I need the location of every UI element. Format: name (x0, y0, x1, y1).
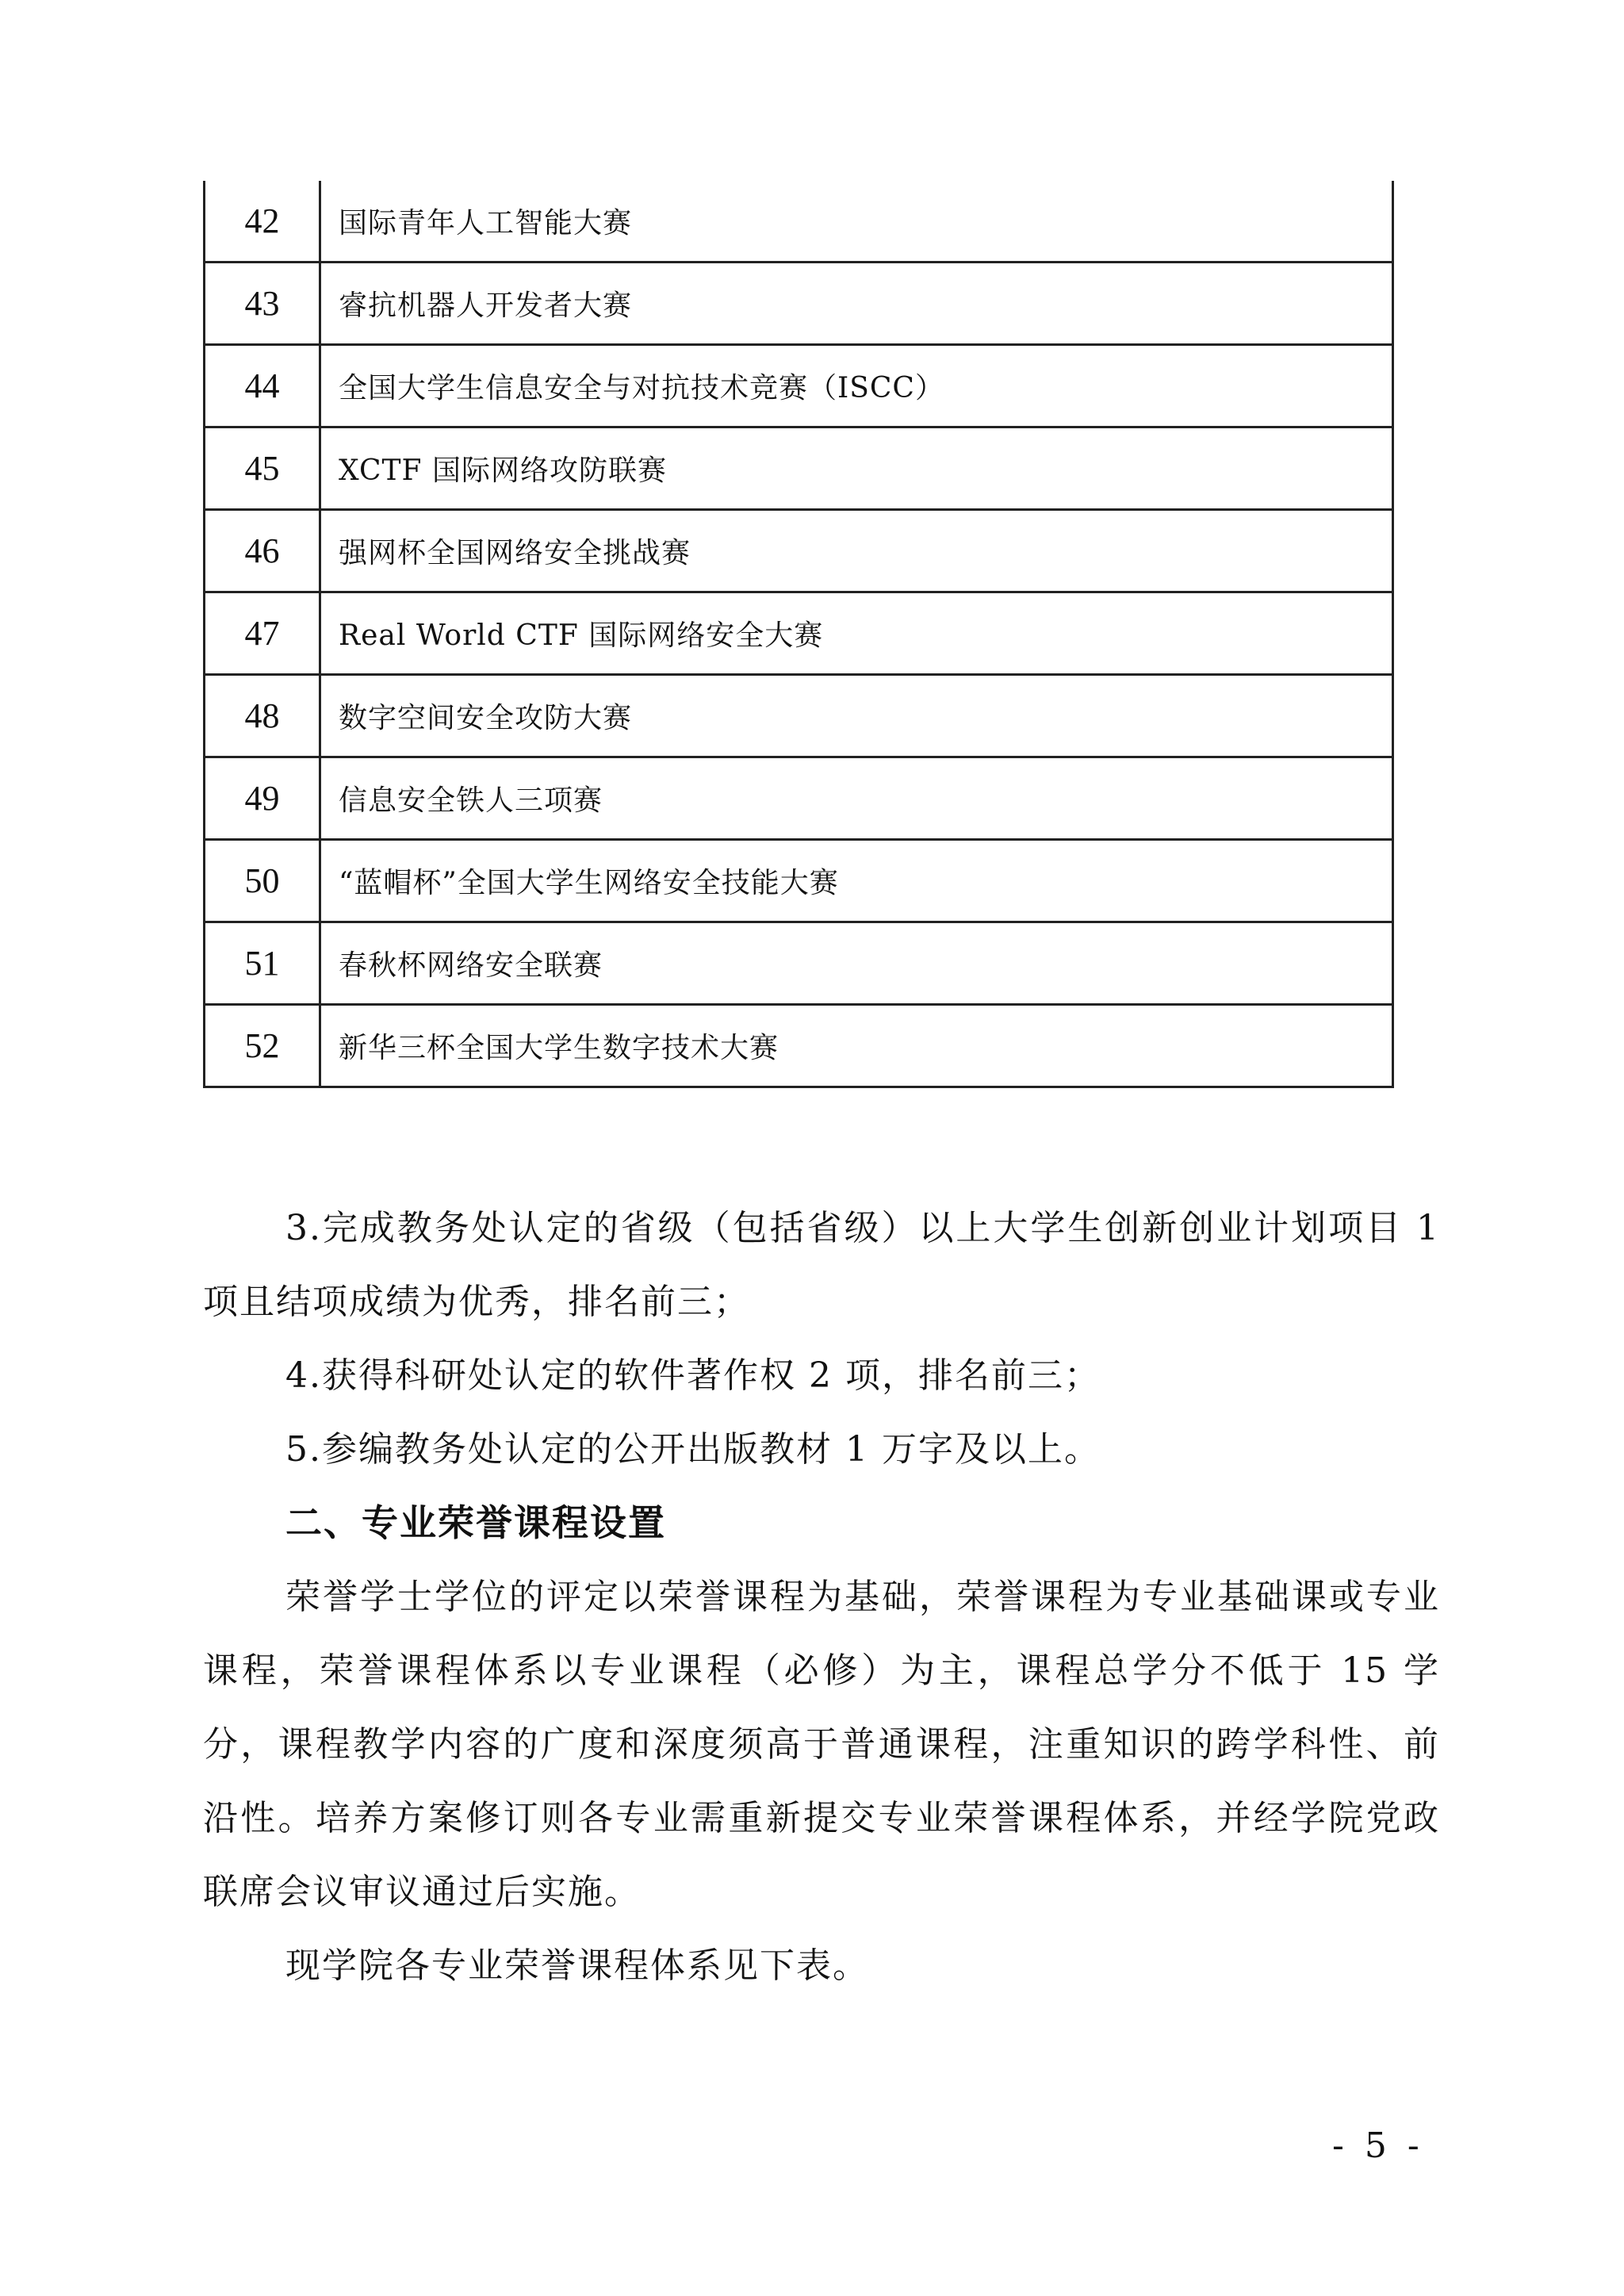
competition-name: 强网杯全国网络安全挑战赛 (320, 510, 1393, 592)
table-row (205, 592, 1393, 675)
requirement-item-3: 3.完成教务处认定的省级（包括省级）以上大学生创新创业计划项目 1 项且结项成绩为优秀，排名前三； (203, 1208, 1440, 1322)
table-row (205, 181, 1393, 263)
table-row (205, 840, 1393, 922)
section-heading: 二、专业荣誉课程设置 (285, 1501, 666, 1544)
competition-name: 信息安全铁人三项赛 (320, 757, 1393, 840)
table-row (205, 1005, 1393, 1087)
honor-course-table-note: 现学院各专业荣誉课程体系见下表。 (285, 1945, 869, 1986)
row-number: 42 (205, 181, 320, 263)
row-number: 47 (205, 592, 320, 675)
table-row (205, 675, 1393, 757)
row-number: 44 (205, 345, 320, 427)
row-number: 50 (205, 840, 320, 922)
competition-name: “蓝帽杯”全国大学生网络安全技能大赛 (320, 840, 1393, 922)
competition-name: 睿抗机器人开发者大赛 (320, 263, 1393, 345)
row-number: 48 (205, 675, 320, 757)
page-number: - 5 - (1332, 2125, 1424, 2166)
competition-name: 新华三杯全国大学生数字技术大赛 (320, 1005, 1393, 1087)
requirement-item-4: 4.获得科研处认定的软件著作权 2 项，排名前三； (285, 1355, 1101, 1396)
competition-name: Real World CTF 国际网络安全大赛 (320, 592, 1393, 675)
table-row (205, 427, 1393, 510)
table-row (205, 757, 1393, 840)
competition-table (203, 181, 1394, 1088)
row-number: 46 (205, 510, 320, 592)
competition-name: XCTF 国际网络攻防联赛 (320, 427, 1393, 510)
body-text (203, 1191, 1440, 2003)
competition-name: 春秋杯网络安全联赛 (320, 922, 1393, 1005)
table-row (205, 510, 1393, 592)
competition-name: 数字空间安全攻防大赛 (320, 675, 1393, 757)
row-number: 45 (205, 427, 320, 510)
row-number: 52 (205, 1005, 320, 1087)
competition-name: 国际青年人工智能大赛 (320, 181, 1393, 263)
row-number: 51 (205, 922, 320, 1005)
table-row (205, 263, 1393, 345)
requirement-item-5: 5.参编教务处认定的公开出版教材 1 万字及以上。 (285, 1429, 1101, 1470)
row-number: 49 (205, 757, 320, 840)
competition-name: 全国大学生信息安全与对抗技术竞赛（ISCC） (320, 345, 1393, 427)
honor-course-paragraph: 荣誉学士学位的评定以荣誉课程为基础，荣誉课程为专业基础课或专业课程，荣誉课程体系以专业课程（必修）为主，课程总学分不低于 15 学分，课程教学内容的广度和深度须高于普通课程，注重知识的跨学科性、前沿性。培养方案修订则各专业需重新提交专业荣誉课程体系，并经学院党政联席会议审议通过后实施。 (203, 1577, 1440, 1912)
table-row (205, 345, 1393, 427)
table-row (205, 922, 1393, 1005)
row-number: 43 (205, 263, 320, 345)
